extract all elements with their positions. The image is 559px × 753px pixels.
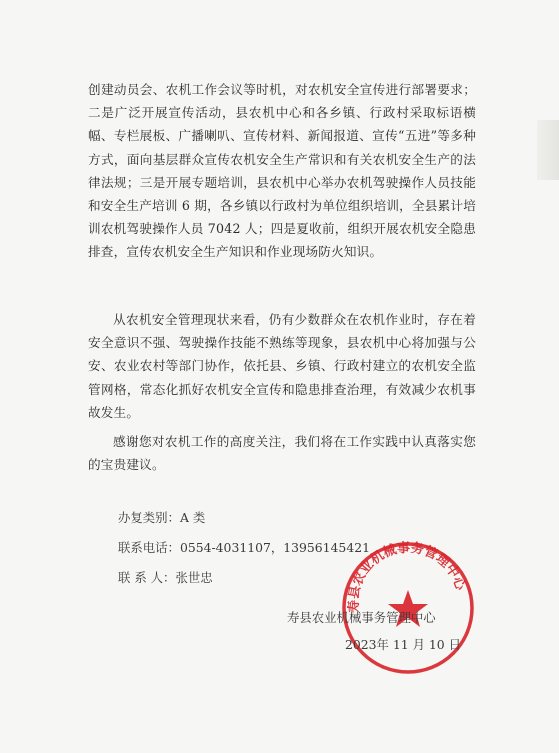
body-paragraph-2: 从农机安全管理现状来看，仍有少数群众在农机作业时，存在着安全意识不强、驾驶操作技能不熟练等现象，县农机中心将加强与公安、农业农村等部门协作，依托县、乡镇、行政村建立的农机安全监管网格，常态化抓好农机安全宣传和隐患排查治理，有效减少农机事故发生。 xyxy=(88,312,476,420)
issue-date: 2023年 11 月 10 日 xyxy=(345,637,461,652)
issuing-organization: 寿县农业机械事务管理中心 xyxy=(287,610,436,625)
contact-phone: 联系电话：0554-4031107，13956145421 xyxy=(118,540,370,555)
reply-category: 办复类别：A 类 xyxy=(118,510,206,525)
body-paragraph-3: 感谢您对农机工作的高度关注，我们将在工作实践中认真落实您的宝贵建议。 xyxy=(88,434,476,473)
contact-person: 联 系 人：张世忠 xyxy=(118,570,213,585)
seal-text: 寿县农业机械事务管理中心 xyxy=(346,540,468,614)
body-paragraph-1: 创建动员会、农机工作会议等时机，对农机安全宣传进行部署要求；二是广泛开展宣传活动，县农机中心和各乡镇、行政村采取标语横幅、专栏展板、广播喇叭、宣传材料、新闻报道、宣传“五进”等多种方式，面向基层群众宣传农机安全生产常识和有关农机安全生产的法律法规；三是开展专题培训，县农机中心举办农机驾驶操作人员技能和安全生产培训 6 期，各乡镇以行政村为单位组织培训，全县累计培训农机驾驶操作人员 7042 人；四是夏收前，组织开展农机安全隐患排查，宣传农机安全生产知识和作业现场防火知识。 xyxy=(88,82,476,260)
scan-edge-shadow xyxy=(537,120,559,180)
